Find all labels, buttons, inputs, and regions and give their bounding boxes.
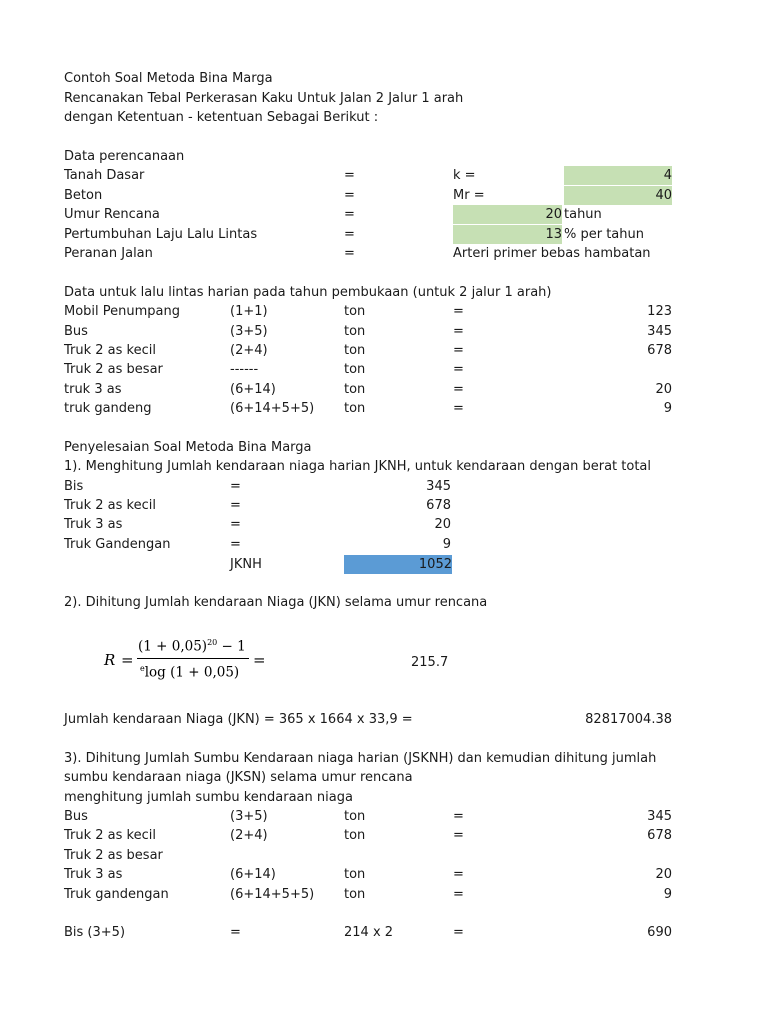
step3-label: Truk 3 as (64, 867, 123, 882)
step3-title: 3). Dihitung Jumlah Sumbu Kendaraan niaga harian (JSKNH) dan kemudian dihitung jumlah (64, 751, 657, 766)
bis-eq-2: = (453, 925, 464, 940)
penyelesaian-value: 20 (434, 517, 451, 532)
perencanaan-title: Data perencanaan (64, 149, 185, 164)
step3-axle: (3+5) (230, 809, 268, 824)
header-line-1: Contoh Soal Metoda Bina Marga (64, 71, 273, 86)
lalulintas-unit: ton (344, 324, 366, 339)
lalulintas-axle: (6+14+5+5) (230, 401, 315, 416)
lalulintas-label: Mobil Penumpang (64, 304, 181, 319)
penyelesaian-title: Penyelesaian Soal Metoda Bina Marga (64, 440, 312, 455)
lalulintas-value: 678 (647, 343, 672, 358)
penyelesaian-label: Truk 3 as (64, 517, 123, 532)
formula-fraction-bar (137, 658, 249, 659)
perencanaan-label: Pertumbuhan Laju Lalu Lintas (64, 227, 258, 242)
step3-axle: (6+14+5+5) (230, 887, 315, 902)
r-value: 215.7 (411, 655, 449, 670)
step3-label: Truk 2 as kecil (64, 828, 156, 843)
perencanaan-value-cell: 20 (453, 205, 562, 224)
step3-eq: = (453, 828, 464, 843)
penyelesaian-value: 345 (426, 479, 451, 494)
perencanaan-value-cell: 4 (564, 166, 672, 185)
perencanaan-eq: = (344, 188, 355, 203)
lalulintas-unit: ton (344, 401, 366, 416)
step3-value: 678 (647, 828, 672, 843)
step3-eq: = (453, 809, 464, 824)
jkn-label: Jumlah kendaraan Niaga (JKN) = 365 x 1664 x 33,9 = (64, 712, 413, 727)
lalulintas-unit: ton (344, 362, 366, 377)
perencanaan-eq: = (344, 168, 355, 183)
lalulintas-value: 345 (647, 324, 672, 339)
step3-line-2: sumbu kendaraan niaga (JKSN) selama umur rencana (64, 770, 413, 785)
formula-lhs: R (104, 651, 116, 669)
penyelesaian-eq: = (230, 498, 241, 513)
jknh-value-cell: 1052 (344, 555, 452, 574)
perencanaan-label: Beton (64, 188, 103, 203)
step3-axle: (2+4) (230, 828, 268, 843)
formula-image (104, 636, 274, 684)
formula-denominator: $^e$log (1 + 0,05) (140, 664, 240, 681)
formula-log-base: e (140, 664, 145, 673)
perencanaan-label: Umur Rencana (64, 207, 160, 222)
step3-value: 345 (647, 809, 672, 824)
lalulintas-value: 123 (647, 304, 672, 319)
formula-equals: = (121, 651, 134, 669)
header-line-3: dengan Ketentuan - ketentuan Sebagai Berikut : (64, 110, 379, 125)
formula-numerator-exponent: 20 (207, 638, 218, 647)
perencanaan-value-cell: 13 (453, 225, 562, 244)
perencanaan-eq: = (344, 246, 355, 261)
lalulintas-eq: = (453, 401, 464, 416)
step3-axle: (6+14) (230, 867, 276, 882)
lalulintas-label: Bus (64, 324, 88, 339)
perencanaan-eq: = (344, 207, 355, 222)
step3-eq: = (453, 867, 464, 882)
lalulintas-eq: = (453, 362, 464, 377)
step3-unit: ton (344, 867, 366, 882)
lalulintas-eq: = (453, 304, 464, 319)
perencanaan-param: Mr = (453, 188, 485, 203)
penyelesaian-eq: = (230, 517, 241, 532)
penyelesaian-value: 9 (442, 537, 451, 552)
lalulintas-unit: ton (344, 382, 366, 397)
penyelesaian-eq: = (230, 479, 241, 494)
lalulintas-label: truk gandeng (64, 401, 152, 416)
step1-title: 1). Menghitung Jumlah kendaraan niaga harian JKNH, untuk kendaraan dengan berat total (64, 459, 652, 474)
lalulintas-eq: = (453, 382, 464, 397)
step3-label: Truk 2 as besar (64, 848, 163, 863)
header-line-2: Rencanakan Tebal Perkerasan Kaku Untuk Jalan 2 Jalur 1 arah (64, 91, 464, 106)
lalulintas-axle: (6+14) (230, 382, 276, 397)
lalulintas-axle: (3+5) (230, 324, 268, 339)
penyelesaian-value: 678 (426, 498, 451, 513)
step3-value: 20 (655, 867, 672, 882)
penyelesaian-label: Truk 2 as kecil (64, 498, 156, 513)
perencanaan-eq: = (344, 227, 355, 242)
penyelesaian-eq: = (230, 537, 241, 552)
lalulintas-label: Truk 2 as kecil (64, 343, 156, 358)
perencanaan-unit: % per tahun (564, 227, 644, 242)
lalulintas-axle: (1+1) (230, 304, 268, 319)
lalulintas-value: 20 (655, 382, 672, 397)
step3-eq: = (453, 887, 464, 902)
lalulintas-unit: ton (344, 304, 366, 319)
bis-value: 690 (647, 925, 672, 940)
perencanaan-label: Tanah Dasar (64, 168, 145, 183)
bis-calc: 214 x 2 (344, 925, 394, 940)
step2-title: 2). Dihitung Jumlah kendaraan Niaga (JKN) selama umur rencana (64, 595, 488, 610)
lalulintas-unit: ton (344, 343, 366, 358)
lalulintas-eq: = (453, 324, 464, 339)
step3-label: Bus (64, 809, 88, 824)
lalulintas-label: Truk 2 as besar (64, 362, 163, 377)
step3-unit: ton (344, 887, 366, 902)
bis-eq: = (230, 925, 241, 940)
penyelesaian-label: Truk Gandengan (64, 537, 171, 552)
perencanaan-param: Arteri primer bebas hambatan (453, 246, 651, 261)
step3-value: 9 (663, 887, 672, 902)
lalulintas-axle: (2+4) (230, 343, 268, 358)
lalulintas-axle: ------ (230, 362, 259, 377)
lalulintas-label: truk 3 as (64, 382, 122, 397)
perencanaan-param: k = (453, 168, 476, 183)
step3-unit: ton (344, 828, 366, 843)
step3-unit: ton (344, 809, 366, 824)
lalulintas-title: Data untuk lalu lintas harian pada tahun pembukaan (untuk 2 jalur 1 arah) (64, 285, 552, 300)
perencanaan-label: Peranan Jalan (64, 246, 153, 261)
formula-equals-2: = (253, 651, 266, 669)
perencanaan-value-cell: 40 (564, 186, 672, 205)
lalulintas-eq: = (453, 343, 464, 358)
perencanaan-unit: tahun (564, 207, 602, 222)
step3-line-3: menghitung jumlah sumbu kendaraan niaga (64, 790, 353, 805)
step3-label: Truk gandengan (64, 887, 169, 902)
jknh-label: JKNH (230, 557, 262, 572)
formula-numerator: $(1 + 0,05)^{20} - 1$ (138, 638, 246, 655)
jkn-value: 82817004.38 (585, 712, 672, 727)
bis-label: Bis (3+5) (64, 925, 126, 940)
lalulintas-value: 9 (663, 401, 672, 416)
penyelesaian-label: Bis (64, 479, 84, 494)
